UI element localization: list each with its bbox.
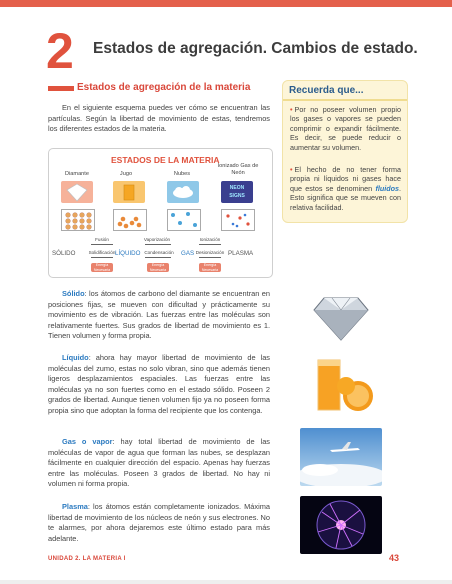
- section-title: Estados de agregación de la materia: [77, 82, 251, 93]
- arrow-label-desionizacion: Desionización: [195, 250, 225, 255]
- page-number: 43: [389, 553, 400, 563]
- cloud-tile: [167, 181, 199, 203]
- juice-glass-icon: [113, 181, 145, 203]
- solid-lattice-icon: [62, 210, 94, 230]
- state-solido: SÓLIDO: [52, 250, 76, 257]
- states-diagram: [48, 148, 273, 278]
- bullet-icon: •: [290, 105, 293, 114]
- label-nubes: Nubes: [173, 171, 191, 177]
- diamond-icon: [61, 181, 93, 203]
- energy-tag: Energía Necesaria: [147, 263, 169, 272]
- bottom-band: [0, 580, 452, 584]
- neon-tile: NEON SIGNS: [221, 181, 253, 203]
- energy-tag: Energía Necesaria: [91, 263, 113, 272]
- plasma-ball-photo: [300, 496, 382, 554]
- arrow-label-ionizacion: Ionización: [199, 237, 221, 242]
- plasma-particles: [221, 209, 255, 231]
- label-diamante: Diamante: [65, 171, 89, 177]
- cloud-icon: [167, 181, 199, 203]
- paragraph-plasma: Plasma: los átomos están completamente ionizados. Máxima libertad de movimiento de los núcleos de neón y sus electrones. No te alarmes, por ahora dejaremos este último estado para más adelante.: [48, 502, 270, 543]
- liquid-particles-icon: [114, 210, 146, 230]
- intro-paragraph: En el siguiente esquema puedes ver cómo se encuentran las partículas. Según la libertad de movimiento de estas, tendremos los diferentes estados de la materia.: [48, 103, 270, 133]
- chapter-title: Estados de agregación. Cambios de estado.: [93, 40, 418, 57]
- solid-particles: [61, 209, 95, 231]
- arrow-left-icon: [145, 257, 171, 258]
- plasma-particles-icon: [222, 210, 254, 230]
- diamond-photo: [300, 288, 382, 346]
- recuerda-divider: [283, 99, 407, 101]
- recuerda-box: [282, 80, 408, 223]
- state-liquido: LÍQUIDO: [115, 250, 141, 257]
- label-neon: Ionizado Gas de Neón: [217, 163, 259, 176]
- diamond-tile: [61, 181, 93, 203]
- paragraph-solido: Sólido: los átomos de carbono del diamante se encuentran en posiciones fijas, se mueven con dificultad y prácticamente su movimiento es de vibración. Las fuerzas entre las moléculas son relativamente fuertes. Sus grados de libertad de movimiento es 1. Tienen volumen y forma propia.: [48, 289, 270, 341]
- label-jugo: Jugo: [119, 171, 133, 177]
- energy-tag: Energía Necesaria: [199, 263, 221, 272]
- bullet-icon: •: [290, 165, 293, 174]
- state-plasma: PLASMA: [228, 250, 254, 257]
- airplane-clouds-photo: [300, 428, 382, 486]
- arrow-left-icon: [91, 257, 113, 258]
- arrow-right-icon: [91, 244, 113, 245]
- chapter-number: 2: [46, 23, 74, 79]
- arrow-label-vaporizacion: Vaporización: [143, 237, 171, 242]
- arrow-label-solidificacion: Solidificación: [88, 250, 116, 255]
- recuerda-title: Recuerda que...: [289, 85, 364, 96]
- footer-unit: UNIDAD 2. LA MATERIA I: [48, 556, 126, 562]
- plasma-ball-image: [300, 496, 382, 554]
- juice-photo: [300, 356, 382, 414]
- arrow-right-icon: [199, 244, 221, 245]
- orange-juice-image: [300, 356, 382, 414]
- arrow-right-icon: [145, 244, 171, 245]
- gas-particles-icon: [168, 210, 200, 230]
- arrow-label-condensacion: Condensación: [144, 250, 174, 255]
- top-color-bar: [0, 0, 452, 7]
- diagram-title: ESTADOS DE LA MATERIA: [111, 155, 220, 165]
- state-gas: GAS: [181, 250, 195, 257]
- recuerda-item: • El hecho de no tener forma propia ni líquidos ni gases hace que estos se denominen fluidos. Esto significa que se mueven con relativa facilidad.: [290, 165, 401, 212]
- gas-particles: [167, 209, 201, 231]
- diamond-image: [300, 288, 382, 346]
- arrow-left-icon: [199, 257, 221, 258]
- paragraph-gas: Gas o vapor: hay total libertad de movimiento de las moléculas de vapor de agua que forman las nubes, se desplazan fácilmente en cualquier dirección del espacio. Apenas hay fuerzas entre las moléculas. Poseen 3 grados de libertad. No hay ni volumen ni forma propia.: [48, 437, 271, 489]
- recuerda-item: • Por no poseer volumen propio los gases o vapores se pueden comprimir o expandir fácilmente. Es decir, se puede reducir o aumentar su volumen.: [290, 105, 401, 152]
- arrow-label-fusion: Fusión: [95, 237, 109, 242]
- section-marker: [48, 86, 74, 91]
- liquid-particles: [113, 209, 147, 231]
- juice-tile: [113, 181, 145, 203]
- airplane-image: [300, 428, 382, 486]
- paragraph-liquido: Líquido: ahora hay mayor libertad de movimiento de las moléculas del zumo, estas no solo vibran, sino que además tienen ligeros desplazamientos espaciales. Las fuerzas entre las moléculas ya no son fuertes como en el estado sólido. Poseen 2 grados de libertad. Aunque tienen volumen fijo ya no poseen forma propia sino que adoptan la forma del recipiente que los contenga.: [48, 353, 270, 415]
